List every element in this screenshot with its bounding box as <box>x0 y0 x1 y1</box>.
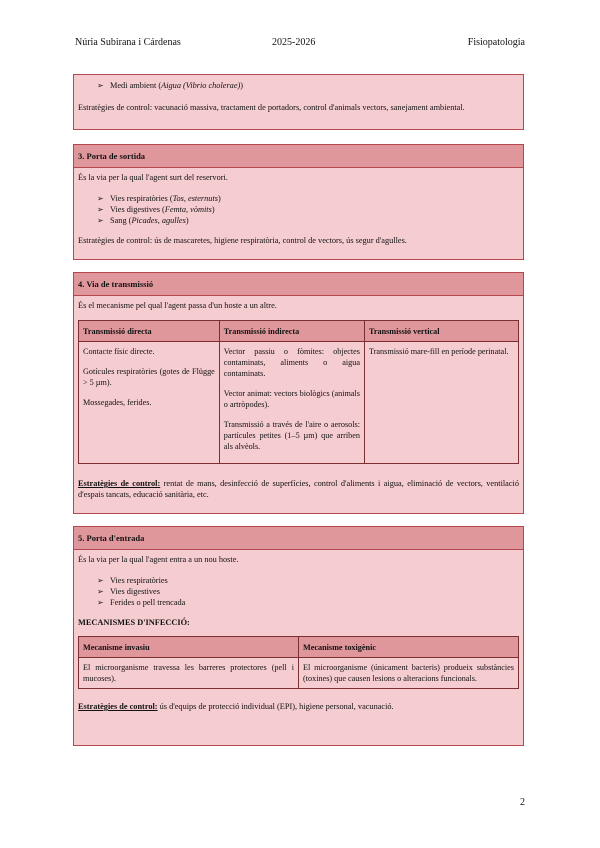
header-year: 2025-2026 <box>272 37 316 48</box>
table-cell: El microorganisme travessa les barreres protectores (pell i mucoses). <box>79 658 299 689</box>
section-box-exit-portal <box>73 144 524 260</box>
page-number: 2 <box>520 797 525 808</box>
table-cell: Contacte físic directe. Gotícules respiratòries (gotes de Flügge > 5 µm). Mossegades, ferides. <box>79 342 220 464</box>
list-item: ➢ Sang (Picades, agulles) <box>97 215 519 226</box>
bullet-list <box>78 80 519 91</box>
list-item: ➢ Ferides o pell trencada <box>97 597 519 608</box>
section-box-transmission <box>73 272 524 514</box>
strategies-text: Estratègies de control: rentat de mans, desinfecció de superfícies, control d'aliments i aigua, eliminació de vectors, ventilació d'espais tancats, educació sanitària, etc. <box>78 479 519 499</box>
transmission-table <box>78 320 519 464</box>
section-title: 5. Porta d'entrada <box>74 527 523 550</box>
section-box-reservoir <box>73 74 524 130</box>
header-subject: Fisiopatologia <box>467 37 525 48</box>
table-cell: Transmissió mare-fill en període perinatal. <box>364 342 518 464</box>
strategies-text: Estratègies de control: vacunació massiva, tractament de portadors, control d'animals vectors, sanejament ambiental. <box>78 103 465 112</box>
section-intro: És la via per la qual l'agent surt del reservori. <box>78 173 228 182</box>
list-item: ➢ Medi ambient (Aigua (Vibrio cholerae)) <box>97 80 519 91</box>
header-author: Núria Subirana i Cárdenas <box>75 37 181 48</box>
list-item: ➢ Vies respiratòries <box>97 575 519 586</box>
bullet-list <box>78 575 519 608</box>
section-intro: És la via per la qual l'agent entra a un nou hoste. <box>78 555 239 564</box>
list-item: ➢ Vies respiratòries (Tos, esternuts) <box>97 193 519 204</box>
mechanisms-heading: MECANISMES D'INFECCIÓ: <box>78 618 190 627</box>
section-box-entry-portal <box>73 526 524 746</box>
mechanisms-table <box>78 636 519 689</box>
column-header: Transmissió indirecta <box>219 321 364 342</box>
list-item: ➢ Vies digestives (Femta, vòmits) <box>97 204 519 215</box>
strategies-text: Estratègies de control: ús d'equips de protecció individual (EPI), higiene personal, vacunació. <box>78 702 394 711</box>
table-cell: Vector passiu o fòmites: objectes contaminats, aliments o aigua contaminats. Vector animat: vectors biològics (animals o artròpodes). Transmissió a través de l'aire o aerosols: partícules petites (1–5 µm) que arriben als alvèols. <box>219 342 364 464</box>
list-item: ➢ Vies digestives <box>97 586 519 597</box>
section-title: 4. Via de transmissió <box>74 273 523 296</box>
section-title: 3. Porta de sortida <box>74 145 523 168</box>
column-header: Mecanisme toxigènic <box>299 637 519 658</box>
column-header: Transmissió vertical <box>364 321 518 342</box>
column-header: Mecanisme invasiu <box>79 637 299 658</box>
bullet-list <box>78 193 519 226</box>
section-intro: És el mecanisme pel qual l'agent passa d'un hoste a un altre. <box>78 301 277 310</box>
strategies-text: Estratègies de control: ús de mascaretes, higiene respiratòria, control de vectors, ús segur d'agulles. <box>78 236 407 245</box>
table-cell: El microorganisme (únicament bacteris) produeix substàncies (toxines) que causen lesions o alteracions funcionals. <box>299 658 519 689</box>
column-header: Transmissió directa <box>79 321 220 342</box>
